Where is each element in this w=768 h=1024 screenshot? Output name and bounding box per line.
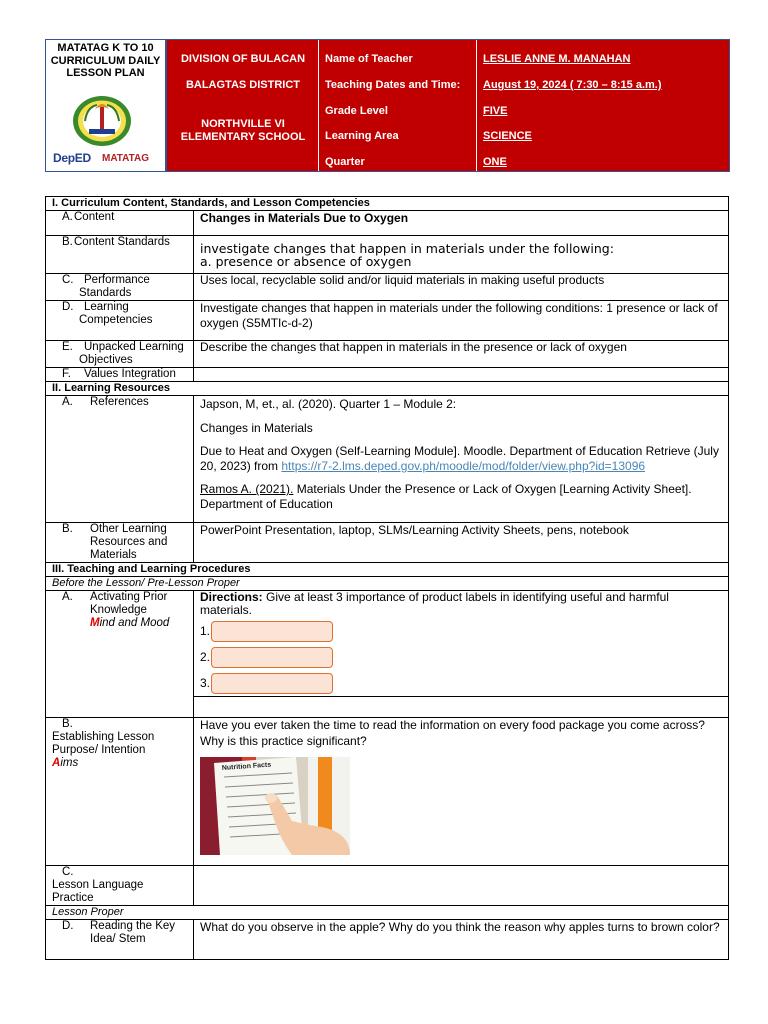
row-label-content: A.Content bbox=[46, 211, 194, 236]
row-label-establishing: B.Establishing Lesson Purpose/ Intention Aims bbox=[46, 718, 194, 866]
lesson-plan-header bbox=[45, 39, 730, 172]
nutrition-label-image bbox=[200, 757, 350, 855]
table-row bbox=[46, 341, 729, 368]
content-standards-line1: investigate changes that happen in materials under the following: bbox=[200, 241, 614, 256]
table-row bbox=[46, 236, 729, 274]
division-cell bbox=[167, 40, 319, 171]
section-row bbox=[46, 563, 729, 577]
row-label-competencies: D. Learning Competencies bbox=[46, 301, 194, 341]
activating-extra-cell bbox=[194, 697, 729, 718]
section-curriculum: I. Curriculum Content, Standards, and Lesson Competencies bbox=[46, 197, 729, 211]
table-row bbox=[46, 274, 729, 301]
grade-value: FIVE bbox=[483, 105, 508, 117]
references-value bbox=[194, 396, 729, 523]
section-procedures: III. Teaching and Learning Procedures bbox=[46, 563, 729, 577]
section-row bbox=[46, 382, 729, 396]
activating-directions: Directions: Give at least 3 importance of product labels in identifying useful and harmful materials. bbox=[200, 590, 669, 617]
content-standards-value bbox=[194, 236, 729, 274]
reference-line4: Ramos A. (2021). Materials Under the Presence or Lack of Oxygen [Learning Activity Sheet]. Department of Education bbox=[200, 482, 692, 511]
row-label-performance: C. Performance Standards bbox=[46, 274, 194, 301]
answer-line-3: 3. bbox=[200, 670, 722, 696]
row-label-activating: A. Activating Prior Knowledge Mind and Mood bbox=[46, 591, 194, 718]
district-name: BALAGTAS DISTRICT bbox=[185, 79, 301, 91]
table-row bbox=[46, 368, 729, 382]
before-lesson-label: Before the Lesson/ Pre-Lesson Proper bbox=[46, 577, 729, 591]
reference-line3: Due to Heat and Oxygen (Self-Learning Module]. Moodle. Department of Education Retrieve (July 20, 2023) from https://r7-2.lms.deped.gov.ph/moodle/mod/folder/view.php?id=13096 bbox=[200, 444, 719, 473]
table-row bbox=[46, 591, 729, 697]
row-label-references: A. References bbox=[46, 396, 194, 523]
row-label-reading: D. Reading the Key Idea/ Stem bbox=[46, 920, 194, 960]
header-logo-cell bbox=[46, 40, 167, 171]
quarter-value: ONE bbox=[483, 156, 507, 168]
answer-box-3[interactable] bbox=[211, 673, 333, 694]
header-field-values bbox=[477, 40, 729, 171]
area-value: SCIENCE bbox=[483, 130, 532, 142]
language-value bbox=[194, 866, 729, 906]
table-row bbox=[46, 920, 729, 960]
lesson-plan-table bbox=[45, 196, 729, 960]
reference-line1: Japson, M, et., al. (2020). Quarter 1 – Module 2: bbox=[200, 397, 457, 411]
objectives-value: Describe the changes that happen in materials in the presence or lack of oxygen bbox=[194, 341, 729, 368]
reference-link[interactable]: https://r7-2.lms.deped.gov.ph/moodle/mod/folder/view.php?id=13096 bbox=[281, 458, 646, 473]
table-row bbox=[46, 718, 729, 866]
table-row bbox=[46, 523, 729, 563]
image-caption: Nutrition Facts bbox=[221, 761, 272, 772]
table-row bbox=[46, 211, 729, 236]
table-row bbox=[46, 866, 729, 906]
row-label-content-standards: B.Content Standards bbox=[46, 236, 194, 274]
values-value bbox=[194, 368, 729, 382]
other-resources-value: PowerPoint Presentation, laptop, SLMs/Learning Activity Sheets, pens, notebook bbox=[194, 523, 729, 563]
area-label: Learning Area bbox=[325, 130, 399, 142]
reference-line2: Changes in Materials bbox=[200, 420, 313, 435]
answer-box-2[interactable] bbox=[211, 647, 333, 668]
curriculum-title: MATATAG K TO 10 CURRICULUM DAILY LESSON PLAN bbox=[50, 42, 161, 79]
teacher-label: Name of Teacher bbox=[325, 53, 413, 65]
row-label-objectives: E. Unpacked Learning Objectives bbox=[46, 341, 194, 368]
row-label-other-resources: B. Other Learning Resources and Materials bbox=[46, 523, 194, 563]
reading-value: What do you observe in the apple? Why do you think the reason why apples turns to brown color? bbox=[194, 920, 729, 960]
teacher-value: LESLIE ANNE M. MANAHAN bbox=[483, 53, 631, 65]
section-resources: II. Learning Resources bbox=[46, 382, 729, 396]
grade-label: Grade Level bbox=[325, 105, 388, 117]
nutrition-label-illustration bbox=[200, 757, 350, 855]
quarter-label: Quarter bbox=[325, 156, 365, 168]
answer-line-1: 1. bbox=[200, 618, 722, 644]
section-row bbox=[46, 906, 729, 920]
deped-seal-icon bbox=[71, 95, 133, 147]
section-row bbox=[46, 197, 729, 211]
content-standards-line2: a. presence or absence of oxygen bbox=[200, 254, 412, 269]
table-row bbox=[46, 396, 729, 523]
school-name: NORTHVILLE VI ELEMENTARY SCHOOL bbox=[180, 118, 306, 143]
table-row bbox=[46, 301, 729, 341]
matatag-logo-text: MATATAG bbox=[102, 153, 150, 164]
deped-logo-text: DepED bbox=[53, 151, 91, 165]
dates-label: Teaching Dates and Time: bbox=[325, 79, 461, 91]
header-field-labels bbox=[319, 40, 477, 171]
activating-value bbox=[194, 591, 729, 697]
content-value: Changes in Materials Due to Oxygen bbox=[194, 211, 729, 236]
answer-line-2: 2. bbox=[200, 644, 722, 670]
division-name: DIVISION OF BULACAN bbox=[180, 53, 306, 65]
establishing-question: Have you ever taken the time to read the information on every food package you come across? Why is this practice significant? bbox=[200, 718, 705, 748]
lesson-proper-label: Lesson Proper bbox=[46, 906, 729, 920]
row-label-values: F. Values Integration bbox=[46, 368, 194, 382]
competencies-value: Investigate changes that happen in materials under the following conditions: 1 presence or lack of oxygen (S5MTIc-d-2) bbox=[194, 301, 729, 341]
performance-value: Uses local, recyclable solid and/or liquid materials in making useful products bbox=[194, 274, 729, 301]
answer-box-1[interactable] bbox=[211, 621, 333, 642]
section-row bbox=[46, 577, 729, 591]
row-label-language: C.Lesson Language Practice bbox=[46, 866, 194, 906]
dates-value: August 19, 2024 ( 7:30 – 8:15 a.m.) bbox=[483, 79, 662, 91]
establishing-value bbox=[194, 718, 729, 866]
